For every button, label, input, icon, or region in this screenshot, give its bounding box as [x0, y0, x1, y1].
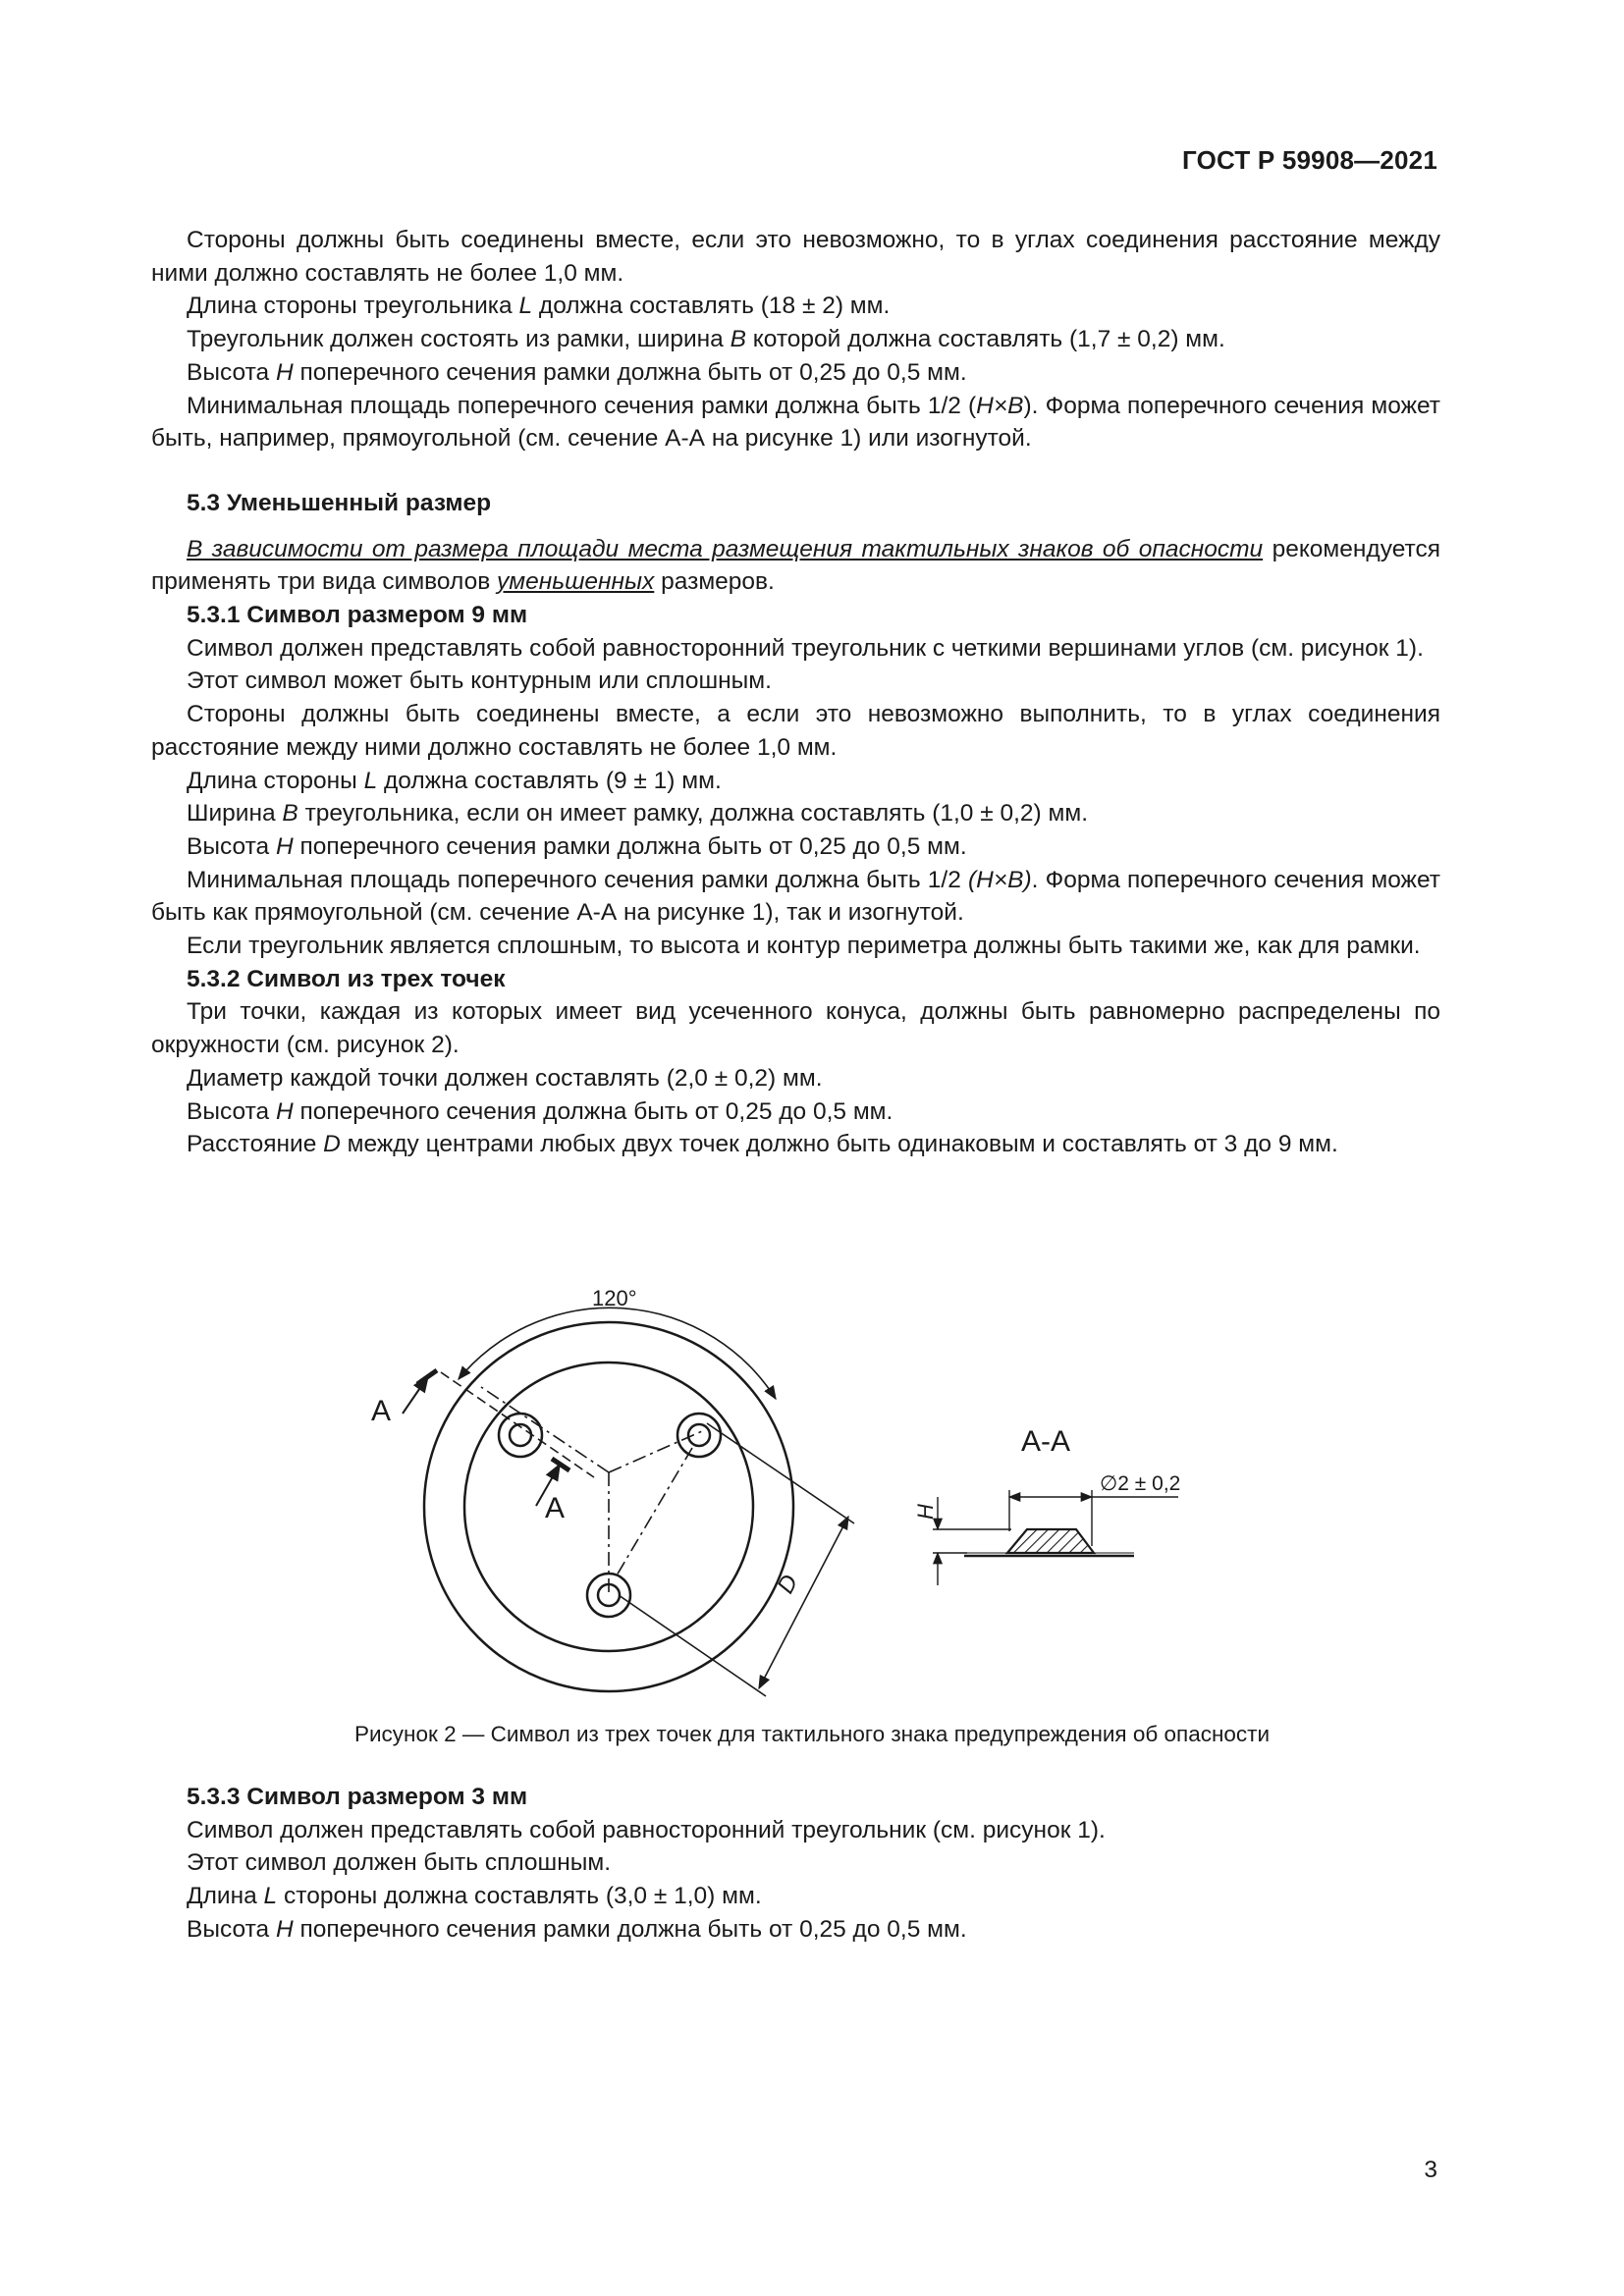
paragraph: Этот символ должен быть сплошным. [187, 1849, 612, 1877]
paragraph: Стороны должны быть соединены вместе, если это невозможно, то в углах соединения расстояние между ними должно составлять не более 1,0 мм. [151, 227, 1440, 287]
figure-caption: Рисунок 2 — Символ из трех точек для тактильного знака предупреждения об опасности [353, 1722, 1271, 1746]
dimension-label-d: D [772, 1570, 804, 1598]
paragraph: Если треугольник является сплошным, то высота и контур периметра должны быть такими же, как для рамки. [187, 933, 1421, 960]
dot-inner [598, 1584, 620, 1606]
subsection-heading: 5.3.3 Символ размером 3 мм [187, 1784, 528, 1810]
plan-view [403, 1308, 854, 1696]
subsection-heading: 5.3.1 Символ размером 9 мм [187, 602, 528, 629]
paragraph: В зависимости от размера площади места размещения тактильных знаков об опасности рекомендуется применять три вида символов уменьшенных размеров. [151, 535, 1440, 596]
paragraph: Этот символ может быть контурным или сплошным. [187, 667, 772, 695]
section-mark-bar [417, 1370, 437, 1384]
paragraph: Высота H поперечного сечения должна быть от 0,25 до 0,5 мм. [187, 1097, 893, 1125]
inner-circle [464, 1362, 753, 1651]
paragraph: Треугольник должен состоять из рамки, ширина B которой должна составлять (1,7 ± 0,2) мм. [187, 326, 1225, 353]
dot-outer [499, 1414, 542, 1457]
paragraph: Минимальная площадь поперечного сечения рамки должна быть 1/2 (H×B). Форма поперечного сечения может быть как прямоугольной (см. сечение А-А на рисунке 1), так и изогнутой. [151, 866, 1440, 927]
paragraph: Диаметр каждой точки должен составлять (2,0 ± 0,2) мм. [187, 1064, 823, 1092]
paragraph: Длина стороны треугольника L должна составлять (18 ± 2) мм. [187, 293, 891, 320]
section-5-3-3 [151, 1781, 1440, 1947]
section-mark-label: А [545, 1492, 566, 1524]
paragraph: Ширина B треугольника, если он имеет рамку, должна составлять (1,0 ± 0,2) мм. [187, 800, 1089, 828]
dot-outer [587, 1574, 630, 1617]
main-text [151, 224, 1440, 1161]
section-arrow [536, 1465, 560, 1506]
paragraph: Символ должен представлять собой равносторонний треугольник (см. рисунок 1). [187, 1816, 1106, 1843]
center-line [617, 1448, 692, 1575]
paragraph: Три точки, каждая из которых имеет вид усеченного конуса, должны быть равномерно распределены по окружности (см. рисунок 2). [151, 998, 1440, 1059]
section-line [441, 1372, 594, 1477]
cone-profile [1007, 1529, 1094, 1553]
dimension-line [759, 1517, 848, 1688]
paragraph: Длина L стороны должна составлять (3,0 ± 1,0) мм. [187, 1883, 762, 1910]
document-id: ГОСТ Р 59908—2021 [1182, 145, 1437, 175]
section-mark-label: А [371, 1395, 392, 1427]
dimension-label-diameter: ∅2 ± 0,2 [1100, 1472, 1181, 1495]
paragraph: Минимальная площадь поперечного сечения рамки должна быть 1/2 (H×B). Форма поперечного сечения может быть, например, прямоугольной (см. сечение А-А на рисунке 1) или изогнутой. [151, 392, 1440, 453]
paragraph: Длина стороны L должна составлять (9 ± 1) мм. [187, 767, 722, 794]
paragraph: Расстояние D между центрами любых двух точек должно быть одинаковым и составлять от 3 до 9 мм. [187, 1131, 1338, 1158]
section-heading: 5.3 Уменьшенный размер [187, 489, 492, 516]
paragraph: Высота H поперечного сечения рамки должна быть от 0,25 до 0,5 мм. [187, 1915, 967, 1943]
dot-inner [688, 1424, 710, 1446]
section-mark-bar [552, 1459, 569, 1470]
section-arrow [403, 1376, 428, 1414]
paragraph: Высота H поперечного сечения рамки должна быть от 0,25 до 0,5 мм. [187, 358, 967, 386]
outer-circle [424, 1322, 793, 1691]
paragraph: Высота H поперечного сечения рамки должна быть от 0,25 до 0,5 мм. [187, 832, 967, 860]
center-line [609, 1431, 702, 1472]
paragraph: Символ должен представлять собой равносторонний треугольник с четкими вершинами углов (см. рисунок 1). [187, 634, 1424, 662]
dimension-label-h: H [913, 1504, 938, 1520]
dot-outer [677, 1414, 721, 1457]
section-title: А-А [1021, 1425, 1071, 1458]
center-line [481, 1387, 609, 1472]
dimension-extension [707, 1423, 854, 1523]
dimension-extension [619, 1595, 766, 1696]
section-view [933, 1490, 1178, 1585]
subsection-heading: 5.3.2 Символ из трех точек [187, 965, 506, 992]
paragraph: Стороны должны быть соединены вместе, а если это невозможно выполнить, то в углах соединения расстояние между ними должно составлять не более 1,0 мм. [151, 701, 1440, 761]
angle-label: 120° [592, 1286, 637, 1310]
dot-inner [510, 1424, 531, 1446]
angle-arc [459, 1308, 776, 1399]
page-number: 3 [1424, 2157, 1437, 2183]
